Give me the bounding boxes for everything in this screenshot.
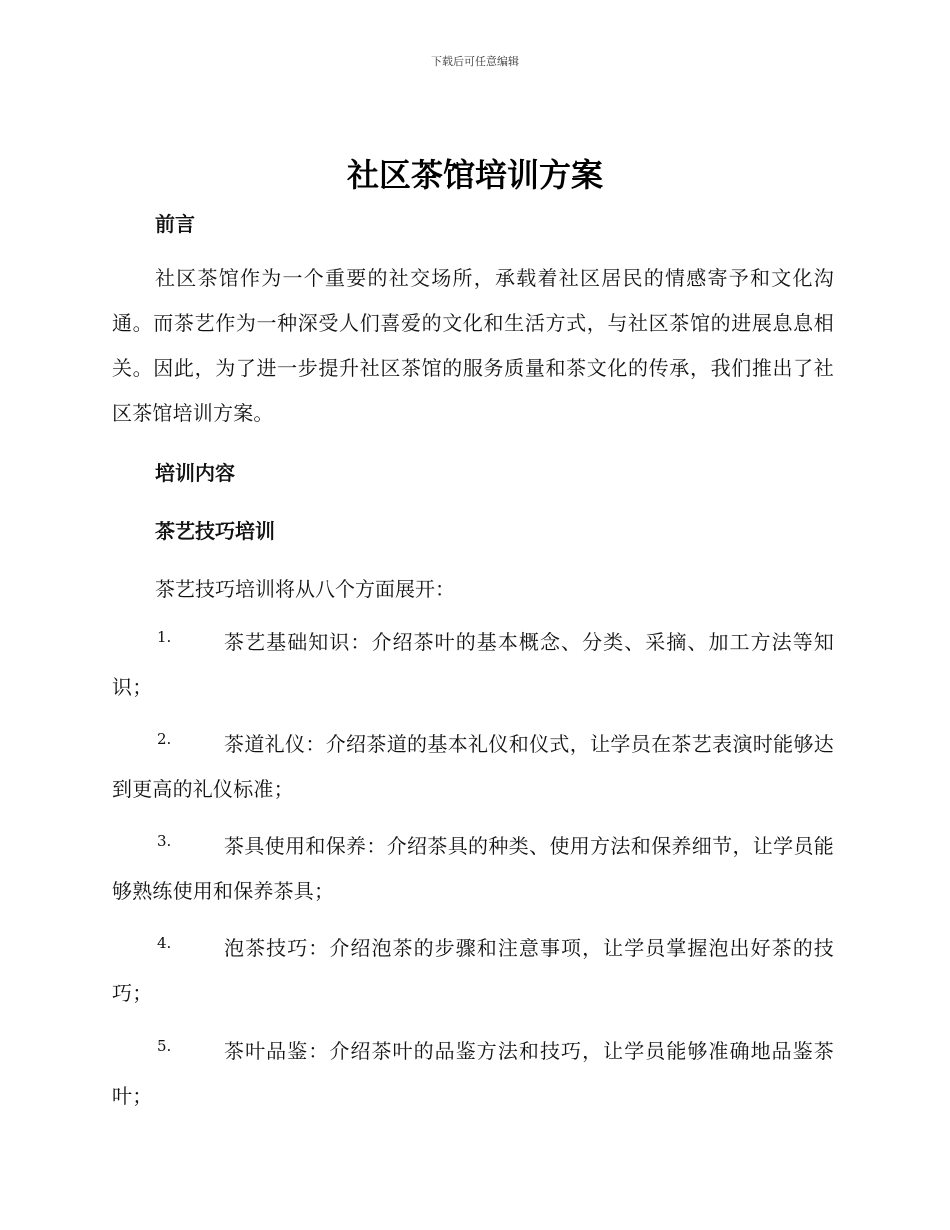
list-item [112, 620, 834, 710]
list-item-number: 1. [157, 628, 172, 646]
header-note: 下载后可任意编辑 [431, 55, 519, 68]
list-item-number: 5. [157, 1037, 172, 1055]
skills-heading: 茶艺技巧培训 [155, 519, 275, 543]
skills-intro: 茶艺技巧培训将从八个方面展开： [155, 577, 455, 601]
list-item [112, 926, 834, 1016]
list-item-text: 茶道礼仪：介绍茶道的基本礼仪和仪式，让学员在茶艺表演时能够达到更高的礼仪标准； [112, 732, 834, 801]
list-item-number: 3. [157, 832, 172, 850]
list-item-text: 茶艺基础知识：介绍茶叶的基本概念、分类、采摘、加工方法等知识； [112, 630, 834, 699]
list-item [112, 1029, 834, 1119]
preface-heading: 前言 [155, 212, 195, 236]
document-title: 社区茶馆培训方案 [346, 156, 603, 194]
list-item [112, 824, 834, 914]
list-item-text: 茶叶品鉴：介绍茶叶的品鉴方法和技巧，让学员能够准确地品鉴茶叶； [112, 1039, 834, 1108]
list-item-text: 茶具使用和保养：介绍茶具的种类、使用方法和保养细节，让学员能够熟练使用和保养茶具； [112, 834, 834, 903]
list-item-text: 泡茶技巧：介绍泡茶的步骤和注意事项，让学员掌握泡出好茶的技巧； [112, 936, 834, 1005]
list-item-number: 2. [157, 730, 172, 748]
list-item [112, 722, 834, 812]
list-item-number: 4. [157, 934, 172, 952]
preface-paragraph: 社区茶馆作为一个重要的社交场所，承载着社区居民的情感寄予和文化沟通。而茶艺作为一种深受人们喜爱的文化和生活方式，与社区茶馆的进展息息相关。因此，为了进一步提升社区茶馆的服务质量和茶文化的传承，我们推出了社区茶馆培训方案。 [112, 266, 834, 425]
content-heading: 培训内容 [155, 461, 235, 485]
